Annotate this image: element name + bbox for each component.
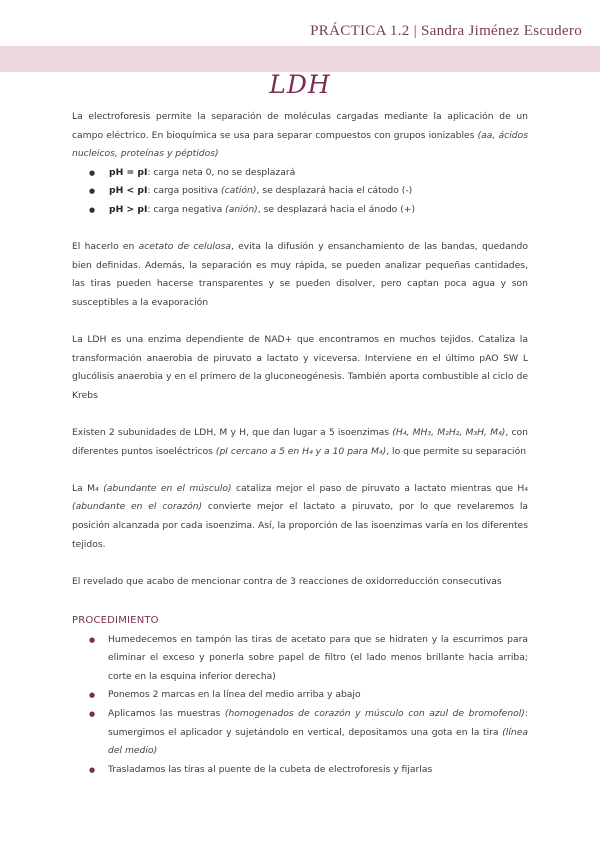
list-item: ● Trasladamos las tiras al puente de la cubeta de electroforesis y fijarlas	[72, 761, 528, 780]
document-body	[72, 108, 528, 779]
list-item: ● Humedecemos en tampón las tiras de acetato para que se hidraten y la escurrimos para eliminar el exceso y ponerla sobre papel de filtro (el lado menos brillante hacia arriba; corte en la esquina inferior derecha)	[72, 631, 528, 687]
subunits-paragraph: Existen 2 subunidades de LDH, M y H, que dan lugar a 5 isoenzimas (H₄, MH₃, M₂H₂, M₃H, M₄), con diferentes puntos isoeléctricos (pI cercano a 5 en H₄ y a 10 para M₄), lo que permite su separación	[72, 427, 528, 457]
m4-paragraph: La M₄ (abundante en el músculo) cataliza mejor el paso de piruvato a lactato mientras que H₄ (abundante en el corazón) convierte mejor el lactato a piruvato, por lo que revelaremos la posición alcanzada por cada isoenzima. Así, la proporción de las isoenzimas varía en los diferentes tejidos.	[72, 482, 529, 550]
list-item: ● Aplicamos las muestras (homogenados de corazón y músculo con azul de bromofenol): sumergimos el aplicador y sujetándolo en vertical, depositamos una gota en la tira (línea del medio)	[72, 705, 528, 761]
procedimiento-list	[72, 631, 528, 780]
page-header: PRÁCTICA 1.2 | Sandra Jiménez Escudero	[310, 23, 582, 39]
procedimiento-heading: PROCEDIMIENTO	[72, 615, 159, 627]
intro-paragraph: La electroforesis permite la separación de moléculas cargadas mediante la aplicación de un campo eléctrico. En bioquímica se usa para separar compuestos con grupos ionizables (aa, ácidos nucleicos, proteínas y péptidos)	[72, 111, 528, 160]
acetato-paragraph: El hacerlo en acetato de celulosa, evita la difusión y ensanchamiento de las bandas, quedando bien definidas. Además, la separación es muy rápida, se pueden analizar pequeñas cantidades, las tiras pueden hacerse transparentes y se pueden disolver, pero captan poca agua y son susceptibles a la evaporación	[72, 241, 528, 308]
list-item: ● pH = pI: carga neta 0, no se desplazará	[72, 164, 528, 183]
ldh-paragraph: La LDH es una enzima dependiente de NAD+ que encontramos en muchos tejidos. Cataliza la transformación anaerobia de piruvato a lactato y viceversa. Interviene en el último pAO SW L glucólisis anaerobia y en el primero de la gluconeogénesis. También aporta combustible al ciclo de Krebs	[72, 334, 528, 401]
list-item: ● Ponemos 2 marcas en la línea del medio arriba y abajo	[72, 686, 528, 705]
header-band	[0, 46, 600, 72]
page-title: LDH	[269, 70, 331, 99]
revelado-paragraph: El revelado que acabo de mencionar contra de 3 reacciones de oxidorreducción consecutivas	[72, 575, 502, 587]
list-item: ● pH < pI: carga positiva (catión), se desplazará hacia el cátodo (-)	[72, 182, 528, 201]
ph-list	[72, 164, 528, 220]
list-item: ● pH > pI: carga negativa (anión), se desplazará hacia el ánodo (+)	[72, 201, 528, 220]
